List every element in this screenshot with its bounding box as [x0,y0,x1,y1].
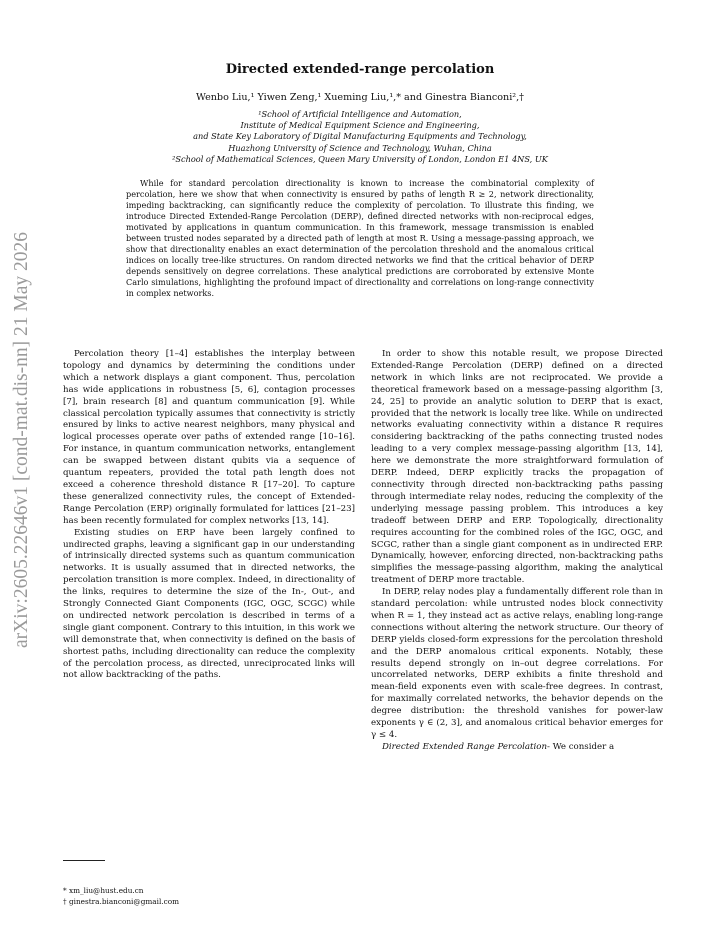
footnotes [63,885,179,907]
paper-title: Directed extended-range percolation [225,62,495,77]
left-column [63,349,355,682]
section-run-in-heading: Directed Extended Range Percolation- [382,741,550,752]
footnote-rule [63,860,105,861]
affiliations [60,109,660,165]
affiliation-line: Huazhong University of Science and Technology, Wuhan, China [228,142,492,153]
section-start-paragraph [371,742,663,754]
affiliation-line: Institute of Medical Equipment Science and Engineering, [240,120,480,131]
footnote-email: † ginestra.bianconi@gmail.com [63,897,180,906]
arxiv-sidebar [2,205,42,675]
body-paragraph: In order to show this notable result, we propose Directed Extended-Range Percolation (DERP) defined on a directed network in which links are not reciprocated. We provide a theoretical framework based on a message-passing algorithm [3, 24, 25] to provide an analytic solution to DERP that is exact, provided that the network is locally tree like. While on undirected networks evaluating connectivity within a distance R requires considering backtracking of the paths connecting trusted nodes leading to a very complex message-passing algorithm [13, 14], here we demonstrate the more straightforward formulation of DERP. Indeed, DERP explicitly tracks the propagation of connectivity through directed non-backtracking paths passing through intermediate relay nodes, reducing the complexity of the underlying message passing problem. This introduces a key tradeoff between DERP and ERP. Topologically, directionality requires accounting for the combined roles of the IGC, OGC, and SCGC, rather than a single giant component as in undirected ERP. Dynamically, however, enforcing directed, non-backtracking paths simplifies the message-passing algorithm, making the analytical treatment of DERP more tractable. [371,349,663,586]
body-paragraph: Percolation theory [1–4] establishes the interplay between topology and dynamics by determining the conditions under which a network displays a giant component. Thus, percolation has wide applications in robustness [5, 6], contagion processes [7], brain research [8] and quantum communication [9]. While classical percolation typically assumes that connectivity is strictly ensured by links to active nearest neighbors, many physical and logical processes operate over paths of extended range [10–16]. For instance, in quantum communication networks, entanglement can be swapped between distant qubits via a sequence of quantum repeaters, provided the total path length does not exceed a coherence threshold distance R [17–20]. To capture these generalized connectivity rules, the concept of Extended-Range Percolation (ERP) originally formulated for lattices [21–23] has been recently formulated for complex networks [13, 14]. [63,349,355,526]
affiliation-line: and State Key Laboratory of Digital Manufacturing Equipments and Technology, [193,131,527,142]
arxiv-identifier: arXiv:2605.22646v1 [cond-mat.dis-nn] 21 May 2026 [11,232,32,648]
right-column [371,349,663,754]
abstract: While for standard percolation directionality is known to increase the combinatorial complexity of percolation, here we show that when connectivity is ensured by paths of length R ≥ 2, network directionality, impeding backtracking, can significantly reduce the complexity of percolation. To illustrate this finding, we introduce Directed Extended-Range Percolation (DERP), defined directed networks with non-reciprocal edges, motivated by applications in quantum communication. In this framework, message transmission is enabled between trusted nodes separated by a directed path of length at most R. Using a message-passing approach, we show that directionality enables an exact determination of the percolation threshold and the anomalous critical indices on locally tree-like structures. On random directed networks we find that the critical behavior of DERP depends sensitively on degree correlations. These analytical predictions are corroborated by extensive Monte Carlo simulations, highlighting the profound impact of directionality and correlations on long-range connectivity in complex networks. [126,178,594,299]
section-text: We consider a [549,741,615,752]
affiliation-line: ¹School of Artificial Intelligence and Automation, [258,109,462,119]
body-paragraph: Existing studies on ERP have been largely confined to undirected graphs, leaving a significant gap in our understanding of intrinsically directed systems such as quantum communication networks. It is usually assumed that in directed networks, the percolation transition is more complex. Indeed, in directionality of the links, requires to determine the size of the In-, Out-, and Strongly Connected Giant Components (IGC, OGC, SCGC) while on undirected network percolation is described in terms of a single giant component. Contrary to this intuition, in this work we will demonstrate that, when connectivity is defined on the basis of shortest paths, including directionality can reduce the complexity of the percolation process, as directed, unreciprocated links will not allow backtracking of the paths. [63,527,355,681]
footnote-email: * xm_liu@hust.edu.cn [63,886,144,895]
body-paragraph: In DERP, relay nodes play a fundamentally different role than in standard percolation: while untrusted nodes block connectivity when R = 1, they instead act as active relays, enabling long-range connections without altering the network structure. Our theory of DERP yields closed-form expressions for the percolation threshold and the DERP anomalous critical exponents. Notably, these results depend strongly on in–out degree correlations. For uncorrelated networks, DERP exhibits a finite threshold and mean-field exponents even with scale-free degrees. In contrast, for maximally correlated networks, the behavior depends on the degree distribution: the threshold vanishes for power-law exponents γ ∈ (2, 3], and anomalous critical behavior emerges for γ ≤ 4. [371,587,663,740]
author-list: Wenbo Liu,¹ Yiwen Zeng,¹ Xueming Liu,¹,* and Ginestra Bianconi²,† [196,92,524,103]
affiliation-line: ²School of Mathematical Sciences, Queen Mary University of London, London E1 4NS, UK [172,153,548,164]
